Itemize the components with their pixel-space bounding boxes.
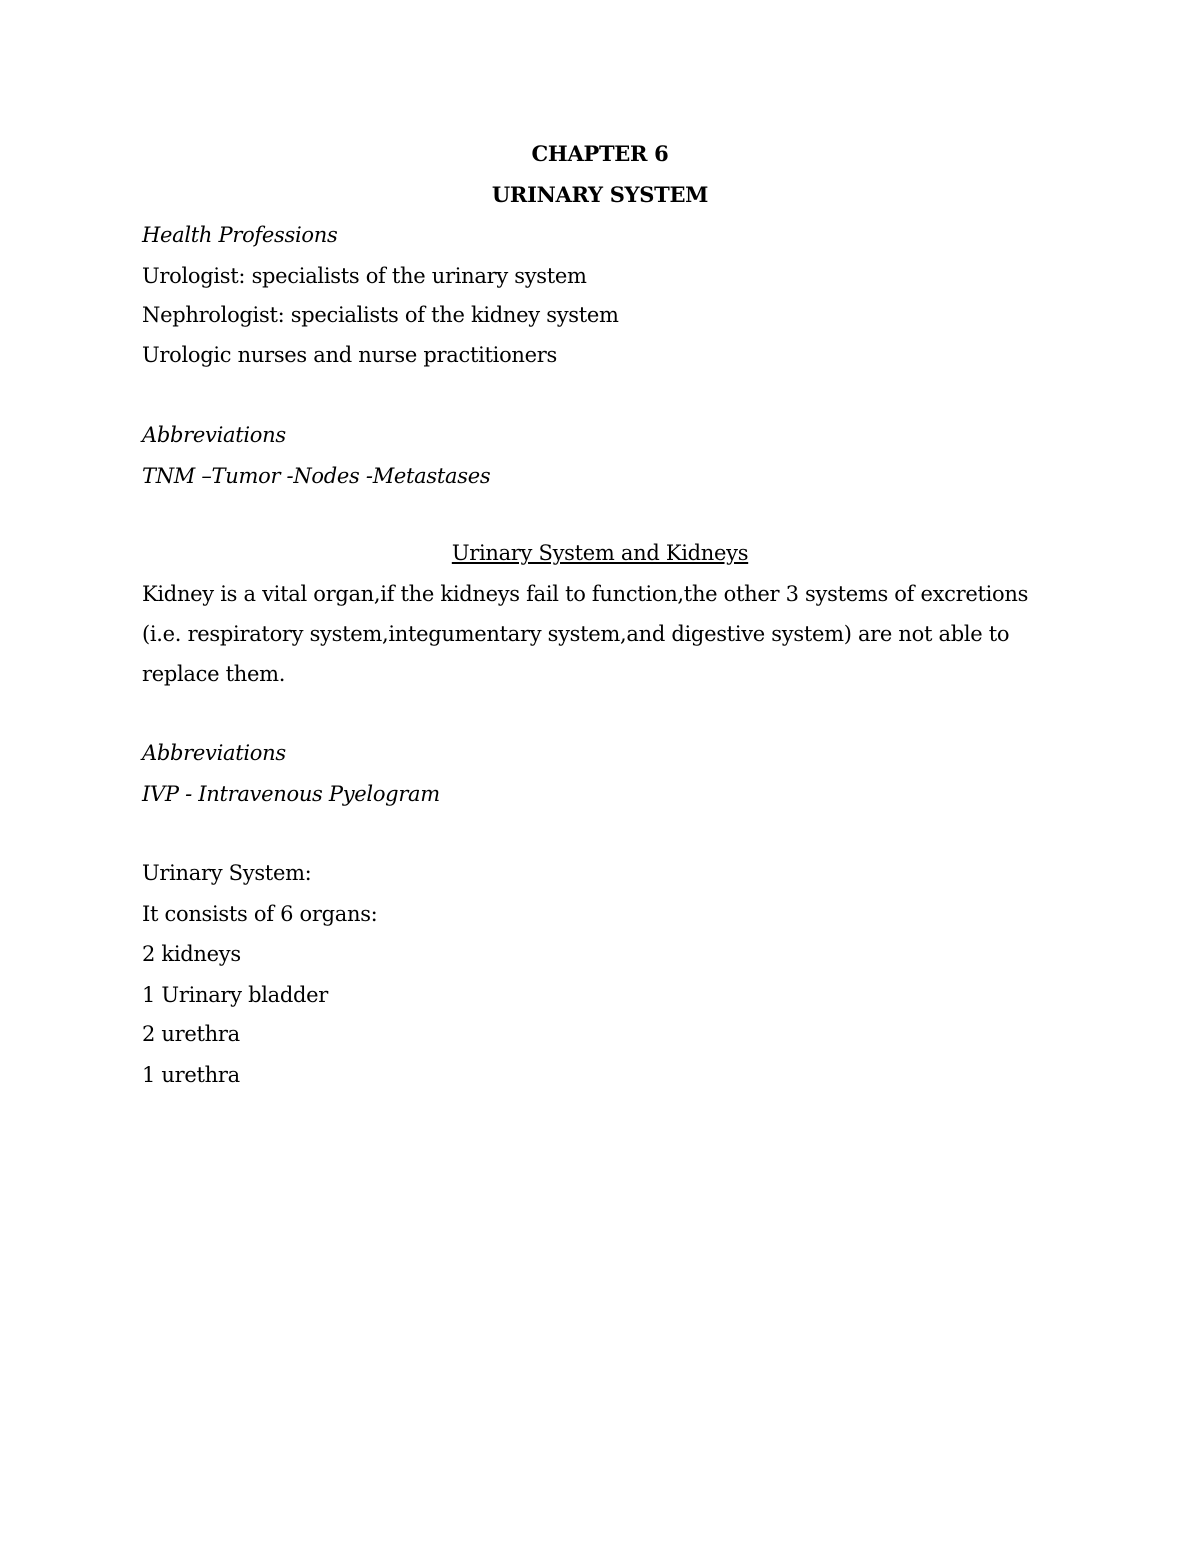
profession-item: Urologist: specialists of the urinary system <box>142 264 587 288</box>
organ-item: 1 urethra <box>142 1063 240 1087</box>
paragraph-line: Kidney is a vital organ,if the kidneys fail to function,the other 3 systems of excretions <box>142 582 1029 606</box>
paragraph-line: replace them. <box>142 662 286 686</box>
health-professions-heading: Health Professions <box>142 223 338 247</box>
urinary-system-heading: Urinary System: <box>142 861 312 885</box>
abbreviation-entry: IVP - Intravenous Pyelogram <box>142 782 440 806</box>
organ-item: 2 urethra <box>142 1022 240 1046</box>
profession-item: Nephrologist: specialists of the kidney system <box>142 303 619 327</box>
abbreviations-heading: Abbreviations <box>142 741 286 765</box>
abbreviations-heading: Abbreviations <box>142 423 286 447</box>
organ-item: 2 kidneys <box>142 942 241 966</box>
organ-item: 1 Urinary bladder <box>142 983 329 1007</box>
abbreviation-entry: TNM –Tumor -Nodes -Metastases <box>142 464 491 488</box>
paragraph-line: (i.e. respiratory system,integumentary system,and digestive system) are not able to <box>142 622 1010 646</box>
section-heading-kidneys: Urinary System and Kidneys <box>451 541 749 565</box>
urinary-system-intro: It consists of 6 organs: <box>142 902 378 926</box>
chapter-heading: CHAPTER 6 <box>531 141 669 166</box>
page-title: URINARY SYSTEM <box>491 182 709 207</box>
profession-item: Urologic nurses and nurse practitioners <box>142 343 557 367</box>
